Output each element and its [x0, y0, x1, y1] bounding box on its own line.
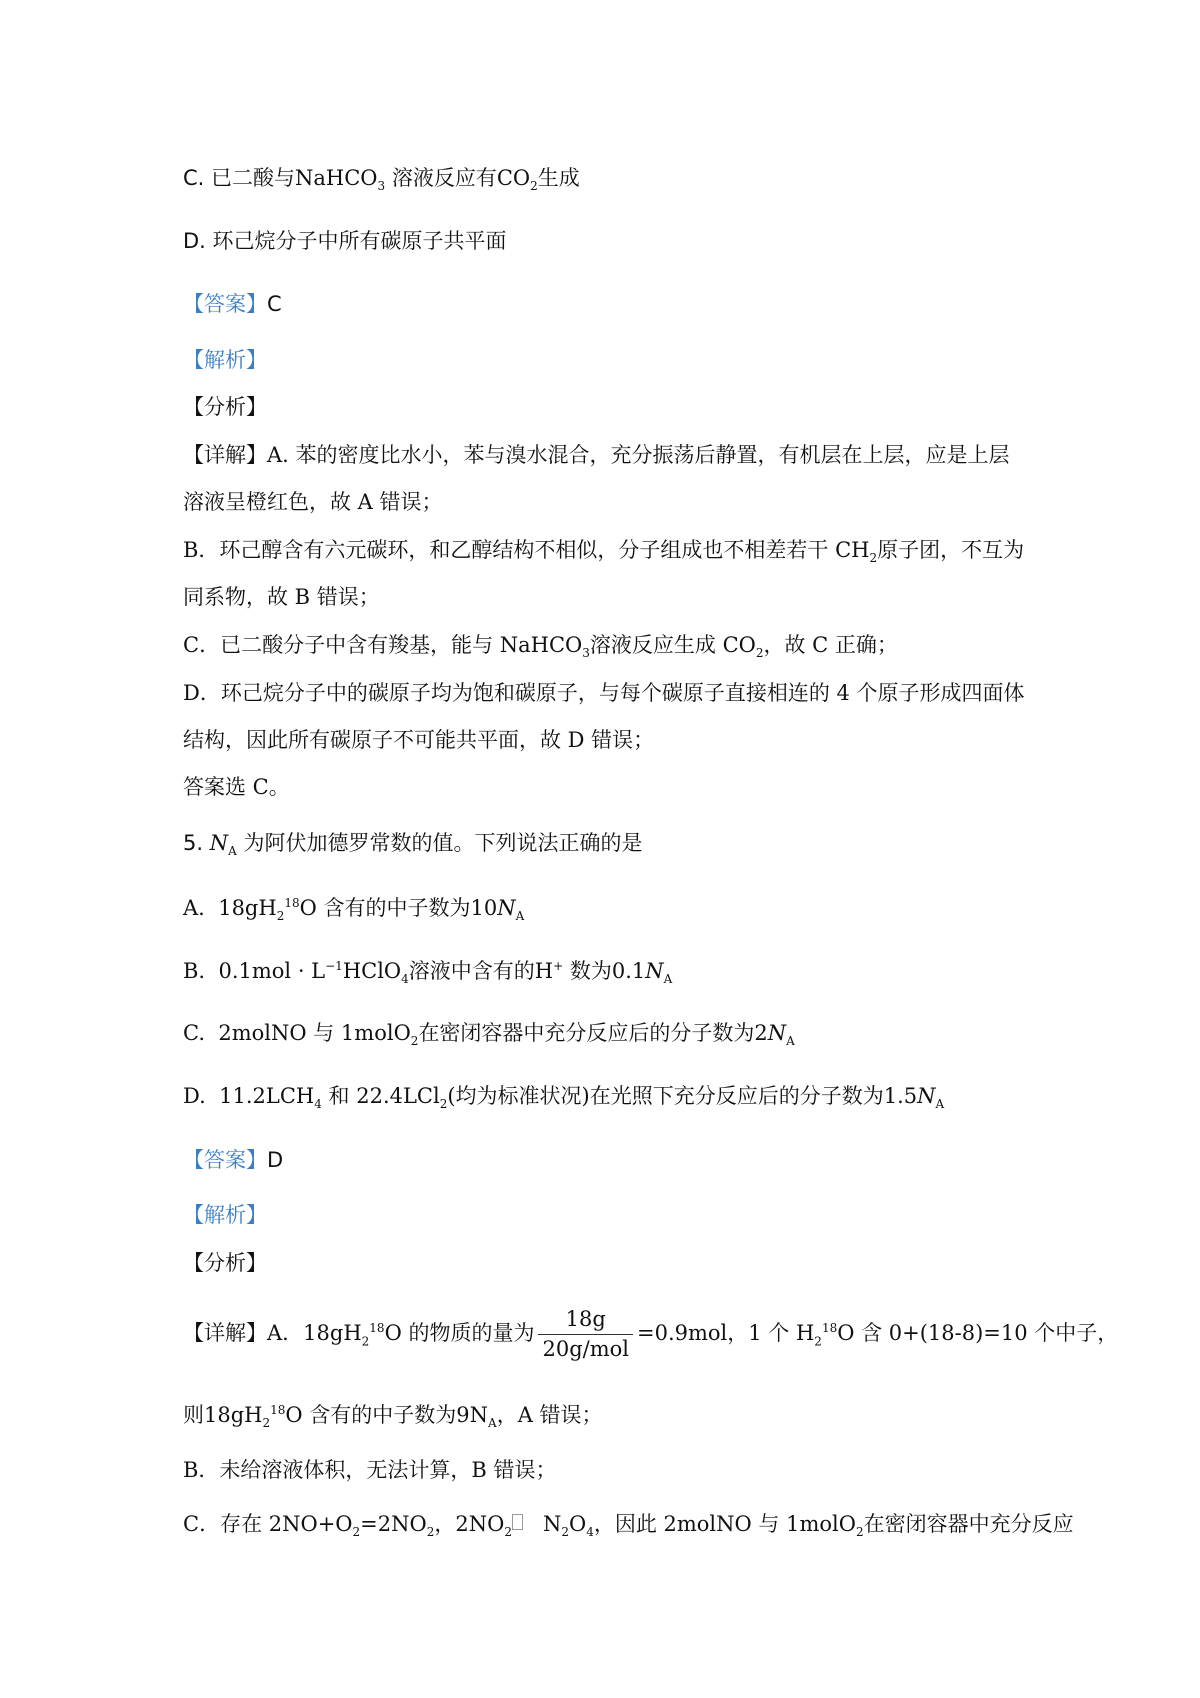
text: H: [534, 959, 554, 983]
text: 为阿伏加德罗常数的值。下列说法正确的是: [243, 831, 643, 855]
answer-value: C: [267, 292, 282, 316]
option-a: [183, 897, 524, 922]
detail-line: [183, 1305, 1118, 1364]
detail-line: 结构，因此所有碳原子不可能共平面，故 D 错误；: [183, 728, 655, 752]
answer-line: [183, 1150, 283, 1171]
option-label: B.: [183, 959, 206, 983]
equilibrium-arrow-icon: [512, 1514, 523, 1530]
text: B．环己醇含有六元碳环，和乙醇结构不相似，分子组成也不相差若干 CH: [183, 538, 870, 562]
analysis-tag: 【解析】: [183, 1203, 267, 1227]
symbol: N: [497, 896, 516, 920]
subscript: A: [663, 972, 673, 987]
text: O 含 0+(18-8)=10 个中子，: [837, 1321, 1119, 1346]
fraction: [538, 1305, 633, 1364]
question-number: 5.: [183, 831, 204, 855]
detail-line: 【详解】A. 苯的密度比水小，苯与溴水混合，充分振荡后静置，有机层在上层，应是上层: [183, 443, 1010, 467]
option-d: [183, 231, 507, 252]
symbol: N: [917, 1084, 936, 1108]
subscript: A: [228, 844, 237, 859]
option-c: [183, 168, 580, 192]
formula: NaHCO: [295, 166, 378, 190]
subscript: 3: [582, 646, 590, 661]
subscript: A: [786, 1034, 795, 1049]
option-label: D.: [183, 1084, 206, 1108]
symbol: N: [209, 831, 229, 855]
text: 原子团，不互为: [877, 538, 1025, 562]
option-b: [183, 960, 672, 985]
subscript: 2: [439, 1097, 448, 1112]
question-5-stem: [183, 833, 642, 857]
answer-tag: 【答案】: [183, 292, 267, 316]
superscript: 18: [284, 896, 300, 910]
subscript: 2: [410, 1034, 419, 1049]
subscript: 2: [855, 1525, 864, 1540]
text: 已二酸与: [211, 166, 296, 190]
text: HClO: [342, 959, 402, 983]
text: C．存在 2NO+O: [183, 1512, 353, 1536]
formula: CO: [496, 166, 531, 190]
option-label: C.: [183, 1021, 205, 1045]
text: O 含有的中子数为9N: [285, 1403, 489, 1427]
detail-line: [183, 1514, 1074, 1538]
text: 溶液反应有: [391, 166, 497, 190]
subscript: 2: [561, 1525, 569, 1540]
text: =2NO: [360, 1512, 427, 1536]
detail-line: 答案选 C。: [183, 775, 290, 799]
option-c: [183, 1023, 795, 1047]
symbol: N: [645, 959, 664, 983]
subscript: 2: [755, 646, 764, 661]
fenxi-tag: 【分析】: [183, 1251, 267, 1275]
text: 数为0.1: [569, 959, 646, 983]
text: ，A 错误；: [496, 1403, 603, 1427]
subscript: 2: [352, 1525, 361, 1540]
superscript: 18: [821, 1321, 838, 1336]
text: 在密闭容器中充分反应后的分子数为2: [418, 1021, 768, 1045]
subscript: A: [935, 1097, 945, 1112]
subscript: 2: [869, 551, 878, 566]
detail-line: D．环己烷分子中的碳原子均为饱和碳原子，与每个碳原子直接相连的 4 个原子形成四面体: [183, 681, 1025, 705]
subscript: 4: [401, 972, 409, 987]
text: 2molNO 与 1molO: [218, 1021, 411, 1045]
text: 18gH: [218, 896, 277, 920]
option-label: A.: [183, 896, 205, 920]
text: ，因此 2molNO 与 1molO: [593, 1512, 856, 1536]
answer-value: D: [267, 1148, 284, 1172]
text: 溶液反应生成 CO: [589, 633, 756, 657]
subscript: 2: [504, 1525, 512, 1540]
answer-line: [183, 294, 282, 315]
detail-line: B．未给溶液体积，无法计算，B 错误；: [183, 1458, 557, 1482]
fenxi-tag: 【分析】: [183, 395, 267, 419]
text: 和 22.4LCl: [328, 1084, 440, 1108]
text: 溶液中含有的: [408, 959, 535, 983]
text: 【详解】A．18gH: [183, 1321, 362, 1346]
analysis-tag: 【解析】: [183, 348, 267, 372]
subscript: 2: [814, 1334, 822, 1349]
text: ，故 C 正确；: [763, 633, 898, 657]
superscript: 18: [270, 1403, 286, 1417]
option-label: D.: [183, 229, 206, 253]
superscript: −1: [325, 959, 343, 973]
symbol: N: [767, 1021, 787, 1045]
answer-tag: 【答案】: [183, 1148, 267, 1172]
text: 环己烷分子中所有碳原子共平面: [212, 229, 507, 253]
text: ，2NO: [434, 1512, 505, 1536]
text: =0.9mol，1 个 H: [637, 1321, 815, 1346]
text: 生成: [537, 166, 580, 190]
superscript: 18: [369, 1321, 385, 1336]
denominator: 20g/mol: [542, 1337, 629, 1362]
text: O: [568, 1512, 587, 1536]
numerator: 18g: [538, 1305, 633, 1335]
subscript: 2: [530, 179, 538, 194]
subscript: 2: [276, 909, 285, 924]
text: (均为标准状况)在光照下充分反应后的分子数为1.5: [447, 1084, 918, 1108]
text: N: [542, 1512, 562, 1536]
detail-line: 同系物，故 B 错误；: [183, 585, 380, 609]
subscript: 4: [586, 1525, 594, 1540]
text: 11.2LCH: [219, 1084, 315, 1108]
subscript: 3: [377, 179, 386, 194]
text: C．已二酸分子中含有羧基，能与 NaHCO: [183, 633, 583, 657]
option-d: [183, 1086, 944, 1110]
subscript: A: [515, 909, 525, 924]
option-label: C.: [183, 166, 205, 190]
detail-line: [183, 635, 898, 659]
subscript: 2: [426, 1525, 435, 1540]
detail-line: [183, 1404, 603, 1429]
subscript: 2: [361, 1334, 370, 1349]
subscript: A: [488, 1416, 497, 1431]
text: O 的物质的量为: [384, 1321, 535, 1346]
detail-line: [183, 540, 1024, 564]
subscript: 2: [262, 1416, 271, 1431]
text: 则18gH: [183, 1403, 263, 1427]
subscript: 4: [314, 1097, 322, 1112]
text: 0.1mol · L: [218, 959, 326, 983]
detail-line: 溶液呈橙红色，故 A 错误；: [183, 490, 443, 514]
text: O 含有的中子数为10: [299, 896, 498, 920]
superscript: +: [553, 959, 564, 973]
text: 在密闭容器中充分反应: [863, 1512, 1074, 1536]
